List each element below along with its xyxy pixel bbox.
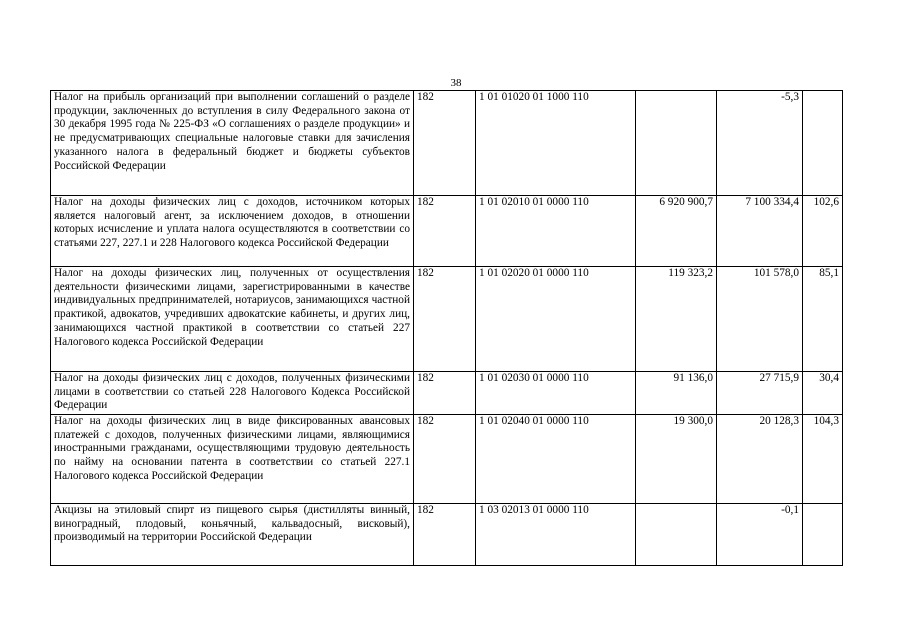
- revenue-table: [50, 90, 843, 566]
- budget-code-cell: 1 01 02010 01 0000 110: [476, 196, 636, 267]
- actual-cell: 27 715,9: [717, 372, 803, 415]
- income-name-cell: Налог на доходы физических лиц в виде фиксированных авансовых платежей с доходов, полученных физическими лицами, являющимися иностранными гражданами, осуществляющими трудовую деятельность по найму на основании патента в соответствии со статьей 227.1 Налогового кодекса Российской Федерации: [51, 415, 414, 504]
- admin-code-cell: 182: [414, 91, 476, 196]
- income-name-cell: Налог на прибыль организаций при выполнении соглашений о разделе продукции, заключенных до вступления в силу Федерального закона от 30 декабря 1995 года № 225-ФЗ «О соглашениях о разделе продукции» и не предусматривающих специальные налоговые ставки для зачисления указанного налога в федеральный бюджет и бюджеты субъектов Российской Федерации: [51, 91, 414, 196]
- table-row: [51, 504, 843, 566]
- budget-code-cell: 1 01 01020 01 1000 110: [476, 91, 636, 196]
- plan-cell: [636, 504, 717, 566]
- plan-cell: 6 920 900,7: [636, 196, 717, 267]
- income-name-cell: Налог на доходы физических лиц, полученных от осуществления деятельности физическими лицами, зарегистрированными в качестве индивидуальных предпринимателей, нотариусов, занимающихся частной практикой, адвокатов, учредивших адвокатские кабинеты, и других лиц, занимающихся частной практикой в соответствии со статьей 227 Налогового кодекса Российской Федерации: [51, 267, 414, 372]
- table-row: [51, 372, 843, 415]
- table-row: [51, 267, 843, 372]
- actual-cell: 101 578,0: [717, 267, 803, 372]
- admin-code-cell: 182: [414, 372, 476, 415]
- percent-cell: [803, 504, 843, 566]
- admin-code-cell: 182: [414, 504, 476, 566]
- admin-code-cell: 182: [414, 415, 476, 504]
- admin-code-cell: 182: [414, 196, 476, 267]
- budget-code-cell: 1 03 02013 01 0000 110: [476, 504, 636, 566]
- actual-cell: -5,3: [717, 91, 803, 196]
- percent-cell: 85,1: [803, 267, 843, 372]
- actual-cell: 7 100 334,4: [717, 196, 803, 267]
- income-name-cell: Налог на доходы физических лиц с доходов, источником которых является налоговый агент, за исключением доходов, в отношении которых исчисление и уплата налога осуществляются в соответствии со статьями 227, 227.1 и 228 Налогового кодекса Российской Федерации: [51, 196, 414, 267]
- budget-code-cell: 1 01 02040 01 0000 110: [476, 415, 636, 504]
- percent-cell: 104,3: [803, 415, 843, 504]
- page-number: 38: [450, 77, 462, 89]
- plan-cell: 91 136,0: [636, 372, 717, 415]
- table-row: [51, 196, 843, 267]
- plan-cell: [636, 91, 717, 196]
- admin-code-cell: 182: [414, 267, 476, 372]
- plan-cell: 119 323,2: [636, 267, 717, 372]
- actual-cell: -0,1: [717, 504, 803, 566]
- actual-cell: 20 128,3: [717, 415, 803, 504]
- income-name-cell: Акцизы на этиловый спирт из пищевого сырья (дистилляты винный, виноградный, плодовый, коньячный, кальвадосный, висковый), производимый на территории Российской Федерации: [51, 504, 414, 566]
- budget-code-cell: 1 01 02020 01 0000 110: [476, 267, 636, 372]
- budget-code-cell: 1 01 02030 01 0000 110: [476, 372, 636, 415]
- income-name-cell: Налог на доходы физических лиц с доходов, полученных физическими лицами в соответствии со статьей 228 Налогового Кодекса Российской Федерации: [51, 372, 414, 415]
- percent-cell: 102,6: [803, 196, 843, 267]
- table-row: [51, 91, 843, 196]
- percent-cell: [803, 91, 843, 196]
- percent-cell: 30,4: [803, 372, 843, 415]
- plan-cell: 19 300,0: [636, 415, 717, 504]
- table-row: [51, 415, 843, 504]
